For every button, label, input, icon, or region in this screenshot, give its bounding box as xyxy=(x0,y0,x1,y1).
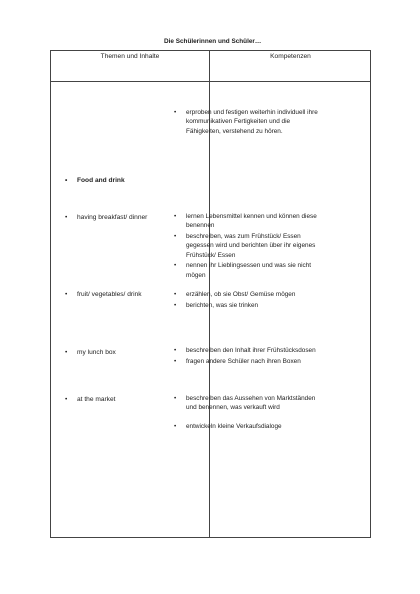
list-item: • nennen ihr Lieblingsessen und was sie nicht mögen xyxy=(174,261,319,280)
header-topics: Themen und Inhalte xyxy=(100,53,160,60)
list-item: • entwickeln kleine Verkaufsdialoge xyxy=(174,422,319,431)
bullet-icon: • xyxy=(65,214,68,221)
competency-group-market xyxy=(174,394,319,432)
list-item: • beschreiben, was zum Frühstück/ Essen gegessen wird und berichten über ihr eigenes Frühstück/ Essen xyxy=(174,232,319,260)
competency-group-fruit xyxy=(174,290,319,311)
topic-label: at the market xyxy=(77,396,116,403)
topic-item xyxy=(65,349,116,356)
topic-main-label: Food and drink xyxy=(77,177,125,184)
topic-label: fruit/ vegetables/ drink xyxy=(77,291,142,298)
bullet-icon: • xyxy=(65,396,68,403)
list-item: • beschreiben das Aussehen von Marktständen und benennen, was verkauft wird xyxy=(174,394,319,413)
bullet-icon: • xyxy=(65,177,68,184)
bullet-icon: • xyxy=(65,291,68,298)
list-item: • beschreiben den Inhalt ihrer Frühstücksdosen xyxy=(174,346,319,355)
header-competencies: Kompetenzen xyxy=(270,53,311,60)
competency-title: Die Schülerinnen und Schüler… xyxy=(164,38,262,45)
competency-group-intro xyxy=(174,108,319,137)
list-item: • erzählen, ob sie Obst/ Gemüse mögen xyxy=(174,290,319,299)
competency-group-lunchbox xyxy=(174,346,319,367)
list-item: • berichten, was sie trinken xyxy=(174,301,319,310)
topic-item xyxy=(65,214,147,221)
competency-group-breakfast xyxy=(174,212,319,281)
topic-label: my lunch box xyxy=(77,349,116,356)
topic-main xyxy=(65,177,125,184)
list-item: • lernen Lebensmittel kennen und können diese benennen xyxy=(174,212,319,231)
header-divider xyxy=(51,81,370,82)
list-item: • fragen andere Schüler nach ihren Boxen xyxy=(174,357,319,366)
list-item: • erproben und festigen weiterhin individuell ihre kommunikativen Fertigkeiten und die Fähigkeiten, verstehend zu hören. xyxy=(174,108,319,136)
bullet-icon: • xyxy=(65,349,68,356)
topic-label: having breakfast/ dinner xyxy=(77,214,148,221)
topic-item xyxy=(65,291,142,298)
topic-item xyxy=(65,396,115,403)
